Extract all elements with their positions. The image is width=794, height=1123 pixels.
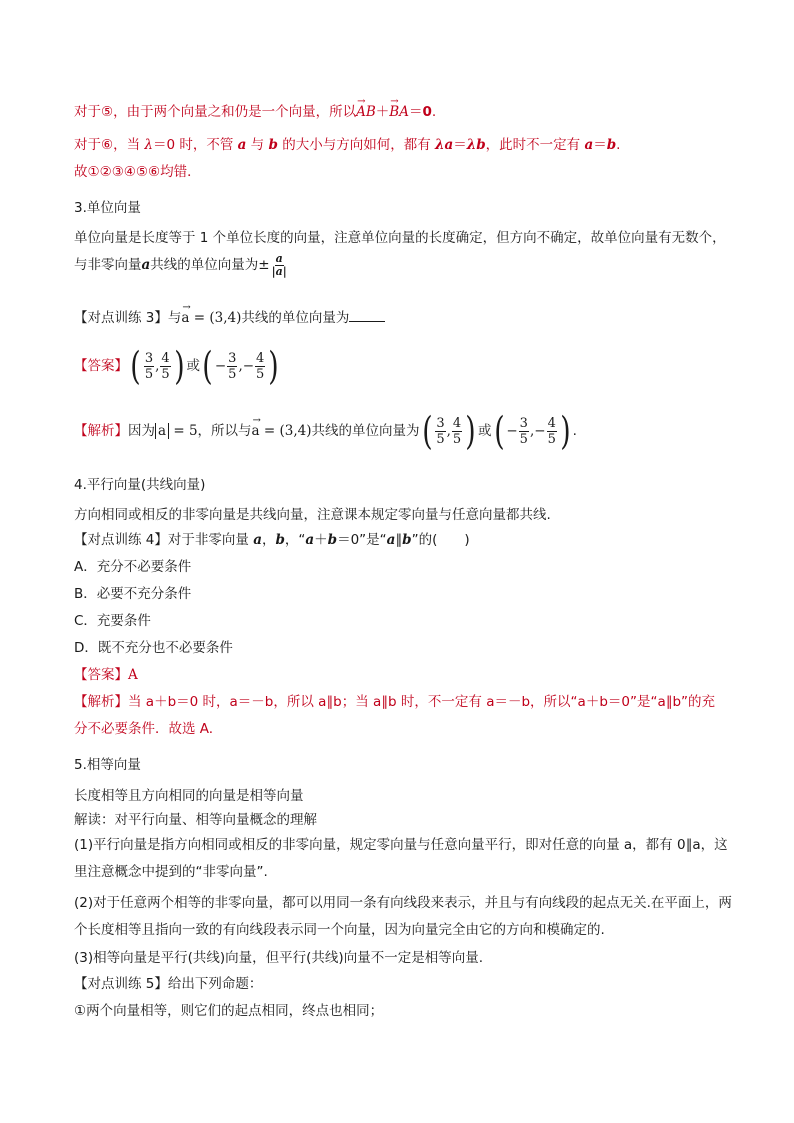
exercise-5: 【对点训练 5】给出下列命题：: [74, 976, 263, 992]
option-b[interactable]: B．必要不充分条件: [74, 586, 192, 602]
paragraph-interpretation: 解读：对平行向量、相等向量概念的理解: [74, 812, 317, 828]
section-heading-unit-vector: 3.单位向量: [74, 200, 141, 216]
option-d[interactable]: D．既不充分也不必要条件: [74, 640, 233, 656]
paragraph-parallel-vector: 方向相同或相反的非零向量是共线向量，注意课本规定零向量与任意向量都共线.: [74, 507, 551, 523]
answer-blank[interactable]: [349, 309, 385, 322]
option-a[interactable]: A．充分不必要条件: [74, 559, 192, 575]
paragraph-point-2: (2)对于任意两个相等的非零向量，都可以用同一条有向线段来表示，并且与有向线段的起点无关.在平面上，两个长度相等且指向一致的有向线段表示同一个向量，因为向量完全由它的方向和模确定的.: [74, 895, 732, 938]
section-heading-equal-vector: 5.相等向量: [74, 757, 141, 773]
paragraph-conclusion: 故①②③④⑤⑥均错．: [74, 164, 201, 180]
exercise-3: 【对点训练 3】与→ a = (3,4)共线的单位向量为: [74, 308, 734, 328]
explanation-3: 【解析】因为 a = 5，所以与→ a = (3,4)共线的单位向量为( $\frac{3}{5}$ , $\frac{4}{5}$ ) 或( − $\frac{3}{5}$ ,− $\frac{4}{5}$ ) .: [74, 412, 734, 456]
answer-3: 【答案】( $\frac{3}{5}$ , $\frac{4}{5}$ ) 或( − $\frac{3}{5}$ ,− $\frac{4}{5}$ ): [74, 344, 279, 388]
explanation-4-line-2: 分不必要条件．故选 A.: [74, 721, 214, 737]
exercise-4: 【对点训练 4】对于非零向量 a，b，“a＋b＝0”是“a∥b”的( ): [74, 532, 470, 548]
unit-vector-fraction: $\frac{a}{|a|}$: [271, 251, 287, 278]
option-c[interactable]: C．充要条件: [74, 613, 151, 629]
paragraph-point-1: (1)平行向量是指方向相同或相反的非零向量，规定零向量与任意向量平行，即对任意的向量 a，都有 0∥a，这里注意概念中提到的“非零向量”.: [74, 837, 728, 880]
proposition-1: ①两个向量相等，则它们的起点相同，终点也相同；: [74, 1003, 384, 1019]
section-heading-parallel-vector: 4.平行向量(共线向量): [74, 477, 206, 493]
paragraph-case-6: 对于⑥，当 λ＝0 时，不管 a 与 b 的大小与方向如何，都有 λa＝λb，此时不一定有 a＝b.: [74, 137, 621, 153]
paragraph-equal-vector: 长度相等且方向相同的向量是相等向量: [74, 788, 304, 804]
paragraph-point-3: (3)相等向量是平行(共线)向量，但平行(共线)向量不一定是相等向量.: [74, 950, 483, 966]
explanation-4-line-1: 【解析】当 a＋b＝0 时，a＝－b，所以 a∥b；当 a∥b 时，不一定有 a＝－b，所以“a＋b＝0”是“a∥b”的充: [74, 694, 716, 710]
paragraph-case-5: 对于⑤，由于两个向量之和仍是一个向量，所以→ AB＋→ BA＝0.: [74, 102, 734, 122]
vector-ba: → BA: [389, 102, 409, 122]
answer-4: 【答案】A: [74, 667, 138, 683]
vector-ab: → AB: [356, 102, 376, 122]
paragraph-unit-vector: 单位向量是长度等于 1 个单位长度的向量，注意单位向量的长度确定，但方向不确定，故单位向量有无数个，与非零向量a共线的单位向量为± $\frac{a}{|a|}$: [74, 230, 726, 278]
